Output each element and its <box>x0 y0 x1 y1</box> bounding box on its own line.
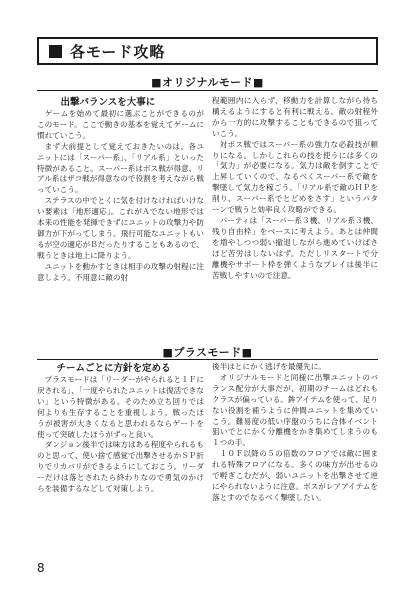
paragraph: ダンジョン後半では味方はある程度やられるものと思って、使い捨て感覚で出撃させるかＳＰ折りでリカバリができるようにしておこう。リーダーだけは落とされたら終わりなので勇気のかけらを装備するなどして対策しよう。 <box>37 440 204 494</box>
square-bullet-icon <box>49 45 62 58</box>
paragraph: 対ボス戦ではスーパー系の強力な必殺技が頼りになる。しかしこれらの技を使うには多くの「気力」が必要になる。気力は敵を倒すことで上昇していくので、なるべくスーパー系で敵を撃墜して気力を稼ごう。「リアル系で敵のＨＰを削り、スーパー系でとどめをさす」というパターンで戦うと効率良く攻略ができる。 <box>212 139 378 215</box>
paragraph: パーティは「スーパー系３機、リアル系３機、残り自由枠」をベースに考えよう。あとは仲間を増やしつつ弱い撤退しながら進めていけばさほど苦労はしないはず。ただしリスタートで分離機やサポート枠を弾くようなプレイは後半に苦戦しやすいので注意。 <box>212 215 378 280</box>
chapter-title: 各モード攻略 <box>70 42 166 61</box>
paragraph: 後半はとにかく逃げを最優先に。 <box>212 362 326 371</box>
paragraph: １０Ｆ以降の５の倍数のフロアでは敵に囲まれる特殊フロアになる。多くの味方が出せるので孵ぎこむだが、弱いユニットを出撃させて逆にやられないように注意。ボスがレアアイテムを落とすのでなるべく撃墜したい。 <box>212 449 378 502</box>
page-number: 8 <box>37 561 45 575</box>
paragraph: まず大前提として覚えておきたいのは、各ユニットには「スーパー系」、「リアル系」といった特徴があること。スーパー系はボス戦が得意、リアル系はザコ戦が得意なので役割を考えながら戦っていこう。 <box>37 141 204 195</box>
paragraph: オリジナルモードと同様に出撃ユニットのバランス配分が大事だが、初期のチームはどれもクラスが偏っている。鉾アイテムを使って、足りない役割を補うように仲間ユニットを集めていこう。難易度の低い序盤のうちに合体イベント狙いでとにかく分離機をかき集めてしまうのも１つの手。 <box>212 372 378 448</box>
original-mode-column-right <box>212 96 378 281</box>
paragraph: プラスモードは「リーダーがやられると１Ｆに戻される」、「一度やられたユニットは復活できない」という特徴がある。そのため立ち回りでは何よりも生存することを重視しよう。戦ったほうが被害が大きくなると思われるならゲートを使って突破したほうがずっと良い。 <box>37 375 204 439</box>
section-divider <box>37 90 378 91</box>
plus-mode-subheading: チームごとに方針を定める <box>56 363 171 374</box>
paragraph: ゲームを始めて最初に選ぶことができるのがこのモード。ここで動きの基本を覚えてゲームに慣れていこう。 <box>37 109 204 140</box>
section-heading-plus: ■プラスモード■ <box>162 346 253 359</box>
chapter-title-box <box>37 37 378 65</box>
original-mode-subheading: 出撃バランスを大事に <box>60 97 156 108</box>
paragraph: ステラスの中でとくに気を付けなければいけない要素は「地形適応」。これがＡでない地形では本来の性能を発揮できずにユニットの攻撃力や防御力が下がってしまう。飛行可能なユニットもいるが空の適応がＢだったりすることもあるので、戦うときは地上に降りよう。 <box>37 196 204 260</box>
plus-mode-column-right <box>212 362 378 504</box>
section-heading-original: ■オリジナルモード■ <box>151 76 264 89</box>
paragraph: ユニットを動かすときは相手の攻撃の射程に注意しよう。不用意に敵の射 <box>37 261 204 282</box>
paragraph: 程範囲内に入らず、移動力を計算しながら待ち構えるようにすると有利に戦える。敵の射程外から一方的に攻撃することもできるので狙っていこう。 <box>212 96 378 138</box>
plus-mode-column-left <box>37 362 204 495</box>
section-divider <box>37 359 378 360</box>
original-mode-column-left <box>37 96 204 284</box>
